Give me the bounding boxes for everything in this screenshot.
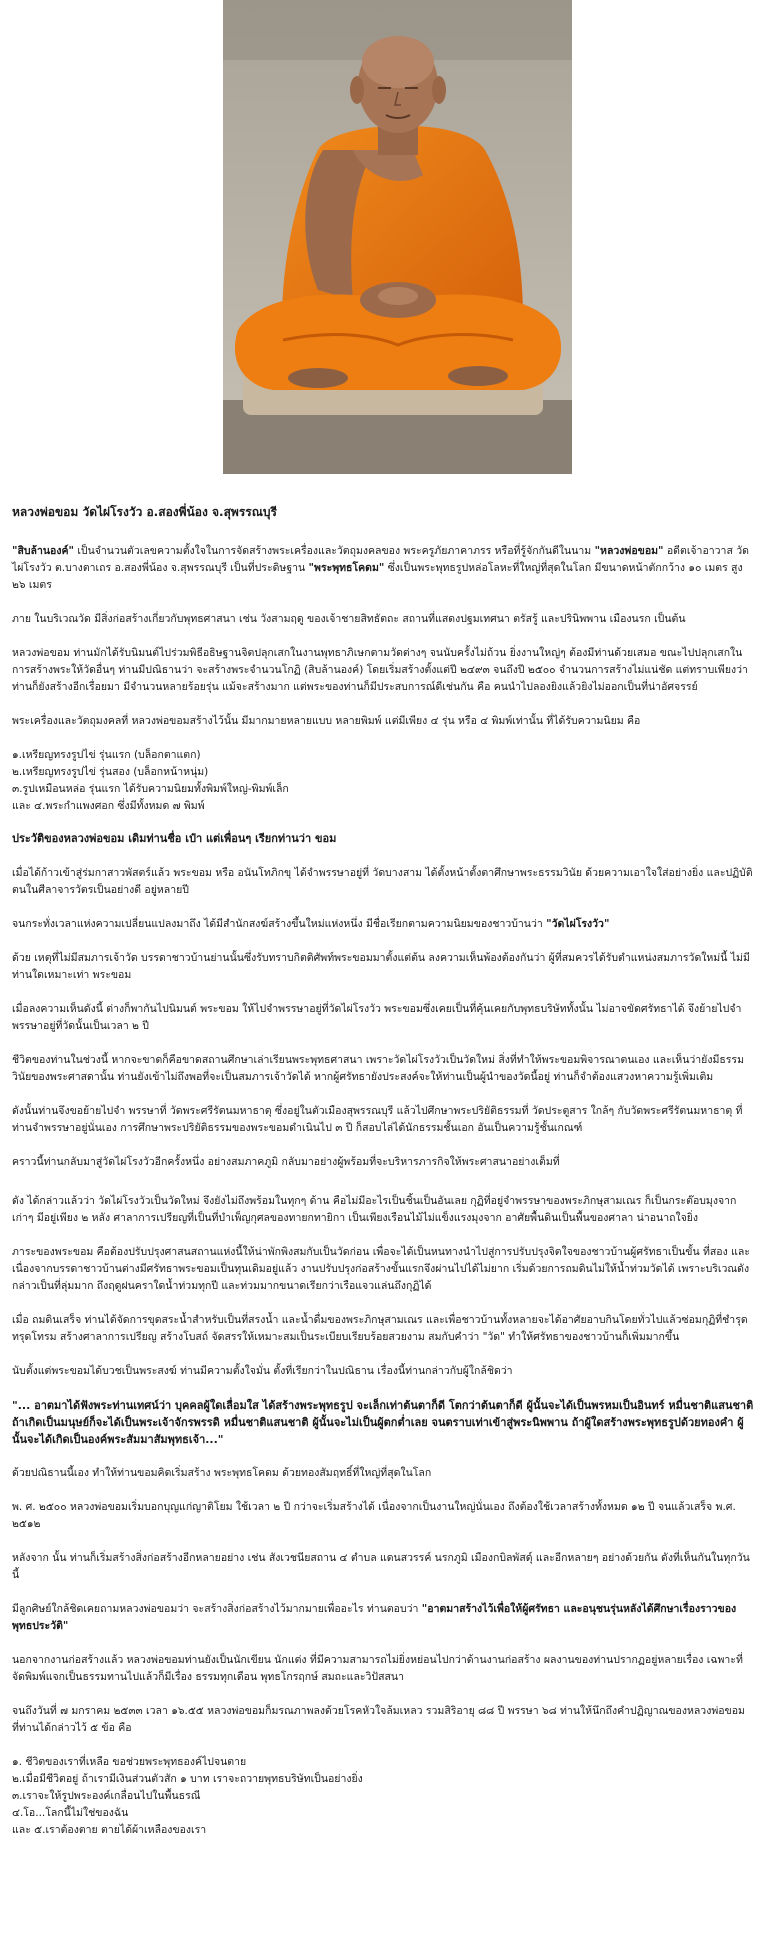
history-heading: ประวัติของหลวงพ่อขอม เดิมท่านชื่อ เป๋า แต่เพื่อนๆ เรียกท่านว่า ขอม bbox=[12, 832, 337, 845]
history-paragraph: นับตั้งแต่พระขอมได้บวชเป็นพระสงฆ์ ท่านมีความตั้งใจมั่น ตั้งที่เรียกว่าในปณิธาน เรื่องนี้ท่านกล่าวกับผู้ใกล้ชิดว่า bbox=[12, 1365, 513, 1377]
intro-paragraph bbox=[12, 543, 754, 594]
wat-phai-rong-wua-name: "วัดไผ่โรงวัว" bbox=[546, 918, 610, 930]
history-paragraph bbox=[12, 1601, 754, 1635]
history-paragraph: เมื่อ ถมดินเสร็จ ท่านได้จัดการขุดสระน้ำสำหรับเป็นที่สรงน้ำ และน้ำดื่มของพระภิกษุสามเณร และเพื่อชาวบ้านทั้งหลายจะได้อาศัยอาบกินโดยทั่วไปแล้วซ่อมกุฏิที่ชำรุดทรุดโทรม สร้างศาลาการเปรียญ สร้างโบสถ์ จัดสรรให้เหมาะสมเป็นระเบียบเรียบร้อยสวยงาม สมกับคำว่า "วัด" ทำให้ศรัทธาของชาวบ้านก็เพิ่มมากขึ้น bbox=[12, 1314, 748, 1343]
history-text: จนกระทั่งเวลาแห่งความเปลี่ยนแปลงมาถึง ได้มีสำนักสงฆ์สร้างขึ้นใหม่แห่งหนึ่ง มีชื่อเรียกตามความนิยมของชาวบ้านว่า bbox=[12, 918, 547, 930]
monk-illustration bbox=[223, 0, 572, 474]
vow-quote: "... อาตมาได้ฟังพระท่านเทศน์ว่า บุคคลผู้ใดเลื่อมใส ได้สร้างพระพุทธรูป จะเล็กเท่าต้นตาก็ดี โตกว่าต้นตาก็ดี ผู้นั้นจะได้เป็นพรหมเป็นอินทร์ หมื่นชาติแสนชาติ ถ้าเกิดเป็นมนุษย์ก็จะได้เป็นพระเจ้าจักรพรรดิ หมื่นชาติแสนชาติ ผู้นั้นจะไม่เป็นผู้ตกต่ำเลย จนตราบเท่าเข้าสู่พระนิพพาน ถ้าผู้ใดสร้างพระพุทธรูปด้วยทองคำ ผู้นั้นจะได้เกิดเป็นองค์พระสัมมาสัมพุทธเจ้า..." bbox=[12, 1399, 754, 1446]
consecration-paragraph: หลวงพ่อขอม ท่านมักได้รับนิมนต์ไปร่วมพิธีอธิษฐานจิตปลุกเสกในงานพุทธาภิเษกตามวัดต่างๆ จนนับครั้งไม่ถ้วน ยิ่งงานใหญ่ๆ ต้องมีท่านด้วยเสมอ ขณะไปปลุกเสกในการสร้างพระให้วัดอื่นๆ ท่านมีปณิธานว่า จะสร้างพระจำนวนโกฏิ (สิบล้านองค์) โดยเริ่มสร้างตั้งแต่ปี ๒๔๙๓ จนถึงปี ๒๕๐๐ จำนวนการสร้างไม่แน่ชัด แต่ทราบเพียงว่า ท่านก็ยังสร้างอีกเรื่อยมา มีจำนวนหลายร้อยรุ่น แม้จะสร้างมาก แต่พระของท่านก็มีประสบการณ์ดีเช่นกัน คือ คนนำไปลองยิงแล้วยิงไม่ออกเป็นที่น่าอัศจรรย์ bbox=[12, 647, 748, 693]
history-paragraph: ภาระของพระขอม คือต้องปรับปรุงศาสนสถานแห่งนี้ให้น่าพักพิงสมกับเป็นวัดก่อน เพื่อจะได้เป็นหนทางนำไปสู่การปรับปรุงจิตใจของชาวบ้านผู้ศรัทธาเป็นขั้น ที่สอง และเนื่องจากบรรดาชาวบ้านต่างมีศรัทธาพระขอมเป็นทุนเดิมอยู่แล้ว งานปรับปรุงก่อสร้างขั้นแรกจึงผ่านไปได้ไม่ยาก เริ่มด้วยการถมดินไม่ให้น้ำท่วมวัดได้ เพราะบริเวณดังกล่าวเป็นที่ลุ่มมาก ถึงฤดูฝนคราใดน้ำท่วมทุกปี และท่วมมากขนาดเรียกว่าเรือแจวแล่นถึงกุฏิได้ bbox=[12, 1246, 750, 1292]
luang-pho-khom-name: "หลวงพ่อขอม" bbox=[594, 545, 664, 557]
history-paragraph: นอกจากงานก่อสร้างแล้ว หลวงพ่อขอมท่านยังเป็นนักเขียน นักแต่ง ที่มีความสามารถไม่ยิ่งหย่อนไปกว่าด้านงานก่อสร้าง ผลงานของท่านปรากฏอยู่หลายเรื่อง เฉพาะที่จัดพิมพ์แจกเป็นธรรมทานไปแล้วก็มีเรื่อง ธรรมทุกเดือน พุทธโกรฤกษ์ สมถะและวิปัสสนา bbox=[12, 1654, 743, 1683]
list-item: ๒.เมื่อมีชีวิตอยู่ ถ้าเรามีเงินส่วนตัวสัก ๑ บาท เราจะถวายพุทธบริษัทเป็นอย่างยิ่ง bbox=[12, 1773, 363, 1785]
history-paragraph: ชีวิตของท่านในช่วงนี้ หากจะขาดก็คือขาดสถานศึกษาเล่าเรียนพระพุทธศาสนา เพราะวัดไผ่โรงวัวเป็นวัดใหม่ สิ่งที่ทำให้พระขอมพิจารณาตนเอง และเห็นว่ายังมีธรรมวินัยของพระศาสดานั้น ท่านยังเข้าไม่ถึงพอที่จะเป็นสมภารเจ้าวัดได้ หากผู้ศรัทธายังประสงค์จะให้ท่านเป็นผู้นำของวัดนี้อยู่ ท่านก็จำต้องแสวงหาความรู้เพิ่มเติม bbox=[12, 1054, 744, 1083]
list-item: ๓.รูปเหมือนหล่อ รุ่นแรก ได้รับความนิยมทั้งพิมพ์ใหญ่-พิมพ์เล็ก bbox=[12, 783, 289, 795]
list-item: ๓.เราจะให้รูปพระองค์เกลื่อนไปในพื้นธรณี bbox=[12, 1790, 201, 1802]
page-title: หลวงพ่อขอม วัดไผ่โรงวัว อ.สองพี่น้อง จ.สุพรรณบุรี bbox=[12, 505, 277, 519]
history-paragraph: เมื่อได้ก้าวเข้าสู่ร่มกาสาวพัสตร์แล้ว พระขอม หรือ อนันโทภิกขุ ได้จำพรรษาอยู่ที่ วัดบางสาม ได้ตั้งหน้าตั้งตาศึกษาพระธรรมวินัย ด้วยความเอาใจใส่อย่างยิ่ง และปฏิบัติตนในศีลาจารวัตรเป็นอย่างดี อยู่หลายปี bbox=[12, 867, 753, 896]
intro-text-3: ซึ่งเป็นพระพุทธรูปหล่อโลหะที่ใหญ่ที่สุดในโลก มีขนาดหน้าตักกว้าง ๑๐ เมตร สูง ๒๖ เมตร bbox=[12, 562, 743, 591]
history-paragraph: ด้วย เหตุที่ไม่มีสมภารเจ้าวัด บรรดาชาวบ้านย่านนั้นซึ่งรับทราบกิตติศัพท์พระขอมมาตั้งแต่ต้น ลงความเห็นพ้องต้องกันว่า ผู้ที่สมควรได้รับตำแหน่งสมภารวัดใหม่นี้ ไม่มีท่านใดเหมาะเท่า พระขอม bbox=[12, 952, 750, 981]
vow-list bbox=[12, 1754, 754, 1839]
history-paragraph: ดัง ได้กล่าวแล้วว่า วัดไผ่โรงวัวเป็นวัดใหม่ จึงยังไม่ถึงพร้อมในทุกๆ ด้าน คือไม่มีอะไรเป็นชิ้นเป็นอันเลย กุฏิที่อยู่จำพรรษาของพระภิกษุสามเณร ก็เป็นกระต๊อบมุงจากเก่าๆ มีอยู่เพียง ๒ หลัง ศาลาการเปรียญที่เป็นที่บำเพ็ญกุศลของทายกทายิกา เป็นเพียงเรือนไม้ไม่แข็งแรงมุงจาก อาศัยพื้นดินเป็นพื้นของศาลา น่าอนาถใจยิ่ง bbox=[12, 1195, 737, 1224]
list-item: และ ๔.พระกำแพงศอก ซึ่งมีทั้งหมด ๗ พิมพ์ bbox=[12, 800, 205, 812]
list-item: และ ๕.เราต้องตาย ตายได้ผ้าเหลืองของเรา bbox=[12, 1824, 207, 1836]
history-paragraph: คราวนี้ท่านกลับมาสู่วัดไผ่โรงวัวอีกครั้งหนึ่ง อย่างสมภาคภูมิ กลับมาอย่างผู้พร้อมที่จะบริหารภารกิจให้พระศาสนาอย่างเต็มที่ bbox=[12, 1156, 560, 1168]
history-paragraph: ด้วยปณิธานนี้เอง ทำให้ท่านขอมคิดเริ่มสร้าง พระพุทธโคดม ด้วยทองสัมฤทธิ์ที่ใหญ่ที่สุดในโลก bbox=[12, 1467, 432, 1479]
list-item: ๒.เหรียญทรงรูปไข่ รุ่นสอง (บล็อกหน้าหนุ่ม) bbox=[12, 766, 209, 778]
history-text: มีลูกศิษย์ใกล้ชิดเคยถามหลวงพ่อขอมว่า จะสร้างสิ่งก่อสร้างไว้มากมายเพื่ออะไร ท่านตอบว่า bbox=[12, 1603, 422, 1615]
ten-million-quote: "สิบล้านองค์" bbox=[12, 545, 74, 557]
history-paragraph: ดังนั้นท่านจึงขอย้ายไปจำ พรรษาที่ วัดพระศรีรัตนมหาธาตุ ซึ่งอยู่ในตัวเมืองสุพรรณบุรี แล้วไปศึกษาพระปริยัติธรรมที่ วัดประตูสาร ใกล้ๆ กับวัดพระศรีรัตนมหาธาตุ ที่ท่านจำพรรษาอยู่นั่นเอง การศึกษาพระปริยัติธรรมของพระขอมดำเนินไป ๓ ปี ก็สอบไล่ได้นักธรรมชั้นเอก อันเป็นความรู้ชั้นเกณฑ์ bbox=[12, 1105, 743, 1134]
history-paragraph: หลังจาก นั้น ท่านก็เริ่มสร้างสิ่งก่อสร้างอีกหลายอย่าง เช่น สังเวชนียสถาน ๔ ตำบล แดนสวรรค์ นรกภูมิ เมืองกบิลพัสดุ์ และอีกหลายๆ อย่างด้วยกัน ดังที่เห็นกันในทุกวันนี้ bbox=[12, 1552, 750, 1581]
list-item: ๑.เหรียญทรงรูปไข่ รุ่นแรก (บล็อกตาแตก) bbox=[12, 749, 201, 761]
history-paragraph: พ. ศ. ๒๕๐๐ หลวงพ่อขอมเริ่มบอกบุญแก่ญาติโยม ใช้เวลา ๒ ปี กว่าจะเริ่มสร้างได้ เนื่องจากเป็นงานใหญ่นั่นเอง ถึงต้องใช้เวลาสร้างทั้งหมด ๑๒ ปี จนแล้วเสร็จ พ.ศ. ๒๕๑๒ bbox=[12, 1501, 736, 1530]
history-paragraph: เมื่อลงความเห็นดังนี้ ต่างก็พากันไปนิมนต์ พระขอม ให้ไปจำพรรษาอยู่ที่วัดไผ่โรงวัว พระขอมซึ่งเคยเป็นที่คุ้นเคยกับพุทธบริษัททั้งนั้น ไม่อาจขัดศรัทธาได้ จึงย้ายไปจำพรรษาอยู่ที่วัดนั้นเป็นเวลา ๒ ปี bbox=[12, 1003, 742, 1032]
temple-grounds-paragraph: ภาย ในบริเวณวัด มีสิ่งก่อสร้างเกี่ยวกับพุทธศาสนา เช่น วังสามฤดู ของเจ้าชายสิทธัตถะ สถานที่แสดงปฐมเทศนา ตรัสรู้ และปรินิพพาน เมืองนรก เป็นต้น bbox=[12, 613, 686, 625]
intro-text-2: อดีตเจ้าอาวาส วัดไผ่โรงวัว ต.บางตาเถร อ.สองพี่น้อง จ.สุพรรณบุรี เป็นที่ประดิษฐาน bbox=[12, 545, 749, 574]
amulet-list bbox=[12, 747, 754, 815]
history-paragraph bbox=[12, 916, 754, 933]
intro-text-1: เป็นจำนวนตัวเลขความตั้งใจในการจัดสร้างพระเครื่องและวัตถุมงคลของ พระครูภัยภาคาภรร หรือที่รู้จักกันดีในนาม bbox=[73, 545, 595, 557]
list-item: ๔.โอ...โลกนี้ไม่ใช่ของฉัน bbox=[12, 1807, 129, 1819]
history-paragraph: จนถึงวันที่ ๗ มกราคม ๒๕๓๓ เวลา ๑๖.๕๕ หลวงพ่อขอมก็มรณภาพลงด้วยโรคหัวใจล้มเหลว รวมสิริอายุ ๘๘ ปี พรรษา ๖๘ ท่านให้นึกถึงคำปฏิญาณของหลวงพ่อขอม ที่ท่านได้กล่าวไว้ ๕ ข้อ คือ bbox=[12, 1705, 745, 1734]
list-item: ๑. ชีวิตของเราที่เหลือ ขอช่วยพระพุทธองค์ไปจนตาย bbox=[12, 1756, 247, 1768]
amulets-paragraph: พระเครื่องและวัตถุมงคลที่ หลวงพ่อขอมสร้างไว้นั้น มีมากมายหลายแบบ หลายพิมพ์ แต่มีเพียง ๔ รุ่น หรือ ๔ พิมพ์เท่านั้น ที่ได้รับความนิยม คือ bbox=[12, 715, 641, 727]
phra-phuttha-khodom-name: "พระพุทธโคดม" bbox=[308, 562, 385, 574]
purpose-quote: "อาตมาสร้างไว้เพื่อให้ผู้ศรัทธา และอนุชนรุ่นหลังได้ศึกษาเรื่องราวของพุทธประวัติ" bbox=[12, 1603, 737, 1632]
monk-photo bbox=[223, 0, 572, 474]
